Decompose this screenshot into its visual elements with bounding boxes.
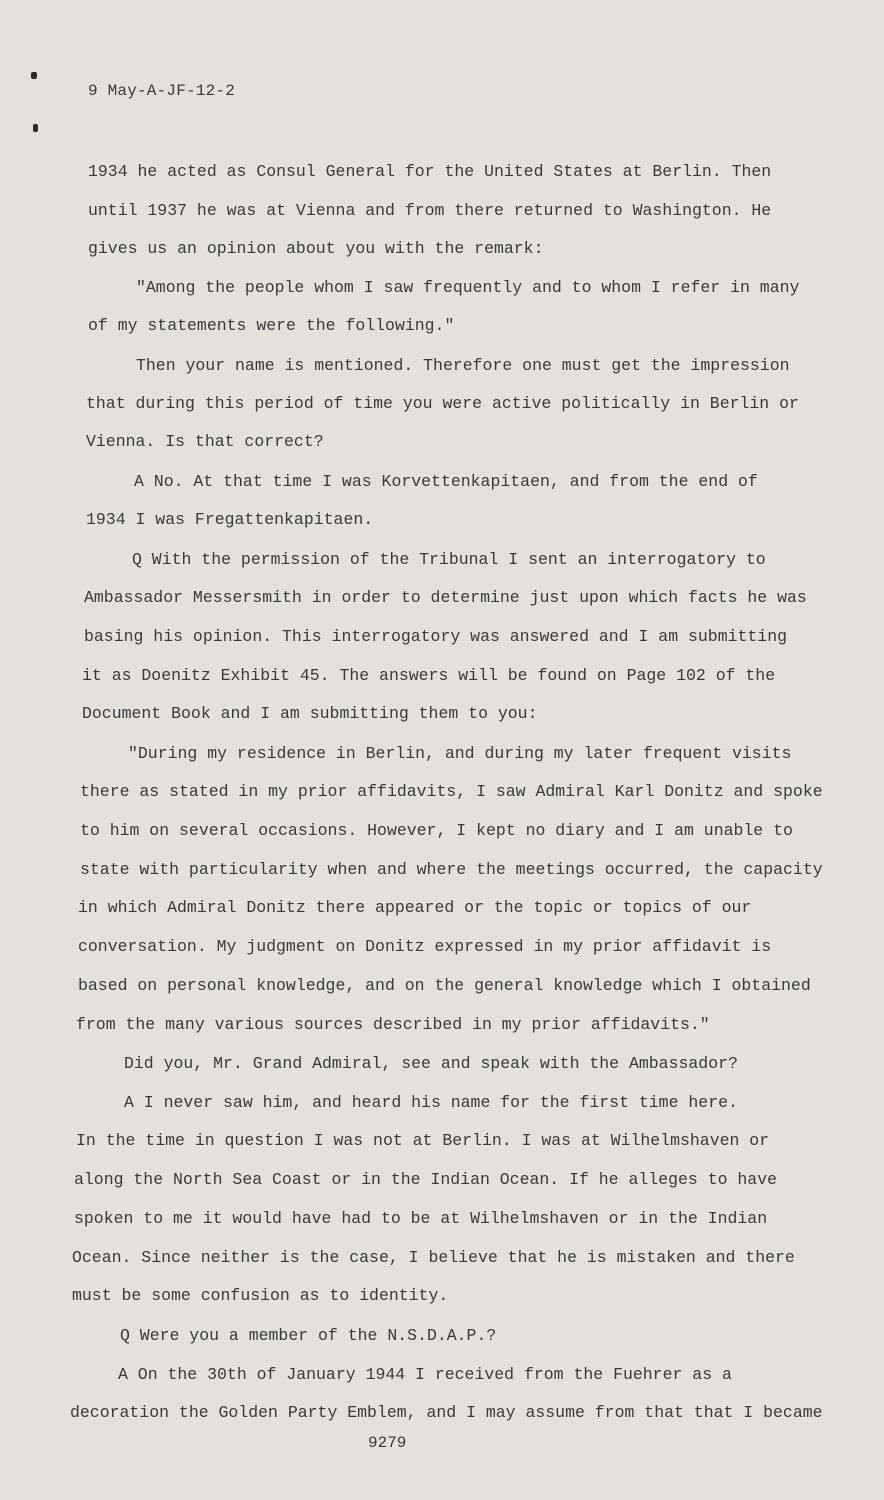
text-line: 1934 I was Fregattenkapitaen. [86, 510, 374, 529]
page-number: 9279 [368, 1434, 407, 1452]
text-line: Vienna. Is that correct? [86, 432, 324, 451]
binding-hole-mark [31, 72, 37, 79]
text-line: spoken to me it would have had to be at Wilhelmshaven or in the Indian [74, 1209, 768, 1228]
text-line: in which Admiral Donitz there appeared or the topic or topics of our [78, 898, 752, 917]
text-line: A No. At that time I was Korvettenkapitaen, and from the end of [134, 472, 758, 491]
text-line: Did you, Mr. Grand Admiral, see and speak with the Ambassador? [124, 1054, 738, 1073]
text-line: conversation. My judgment on Donitz expressed in my prior affidavit is [78, 937, 772, 956]
text-line: gives us an opinion about you with the remark: [88, 239, 544, 258]
text-line: Ocean. Since neither is the case, I believe that he is mistaken and there [72, 1248, 795, 1267]
text-line: that during this period of time you were active politically in Berlin or [86, 394, 799, 413]
text-line: along the North Sea Coast or in the Indian Ocean. If he alleges to have [74, 1170, 778, 1189]
text-line: to him on several occasions. However, I kept no diary and I am unable to [80, 821, 793, 840]
text-line: state with particularity when and where the meetings occurred, the capacity [80, 860, 823, 879]
text-line: Then your name is mentioned. Therefore one must get the impression [136, 356, 790, 375]
text-line: In the time in question I was not at Berlin. I was at Wilhelmshaven or [76, 1131, 770, 1150]
text-line: A I never saw him, and heard his name for the first time here. [124, 1093, 738, 1112]
text-line: until 1937 he was at Vienna and from there returned to Washington. He [88, 201, 772, 220]
text-line: must be some confusion as to identity. [72, 1286, 449, 1305]
binding-hole-mark [33, 124, 38, 132]
text-line: based on personal knowledge, and on the general knowledge which I obtained [78, 976, 811, 995]
text-line: from the many various sources described in my prior affidavits." [76, 1015, 710, 1034]
text-line: "During my residence in Berlin, and during my later frequent visits [128, 744, 792, 763]
text-line: Q With the permission of the Tribunal I sent an interrogatory to [132, 550, 766, 569]
text-line: Ambassador Messersmith in order to determine just upon which facts he was [84, 588, 807, 607]
text-line: it as Doenitz Exhibit 45. The answers will be found on Page 102 of the [82, 666, 776, 685]
text-line: Document Book and I am submitting them to you: [82, 704, 538, 723]
text-line: decoration the Golden Party Emblem, and I may assume from that that I became [70, 1403, 823, 1422]
text-line: 1934 he acted as Consul General for the United States at Berlin. Then [88, 162, 772, 181]
text-line: of my statements were the following." [88, 316, 455, 335]
document-header: 9 May-A-JF-12-2 [88, 82, 236, 100]
text-line: there as stated in my prior affidavits, I saw Admiral Karl Donitz and spoke [80, 782, 823, 801]
text-line: basing his opinion. This interrogatory was answered and I am submitting [84, 627, 788, 646]
text-line: "Among the people whom I saw frequently and to whom I refer in many [136, 278, 800, 297]
text-line: Q Were you a member of the N.S.D.A.P.? [120, 1326, 497, 1345]
text-line: A On the 30th of January 1944 I received from the Fuehrer as a [118, 1365, 732, 1384]
